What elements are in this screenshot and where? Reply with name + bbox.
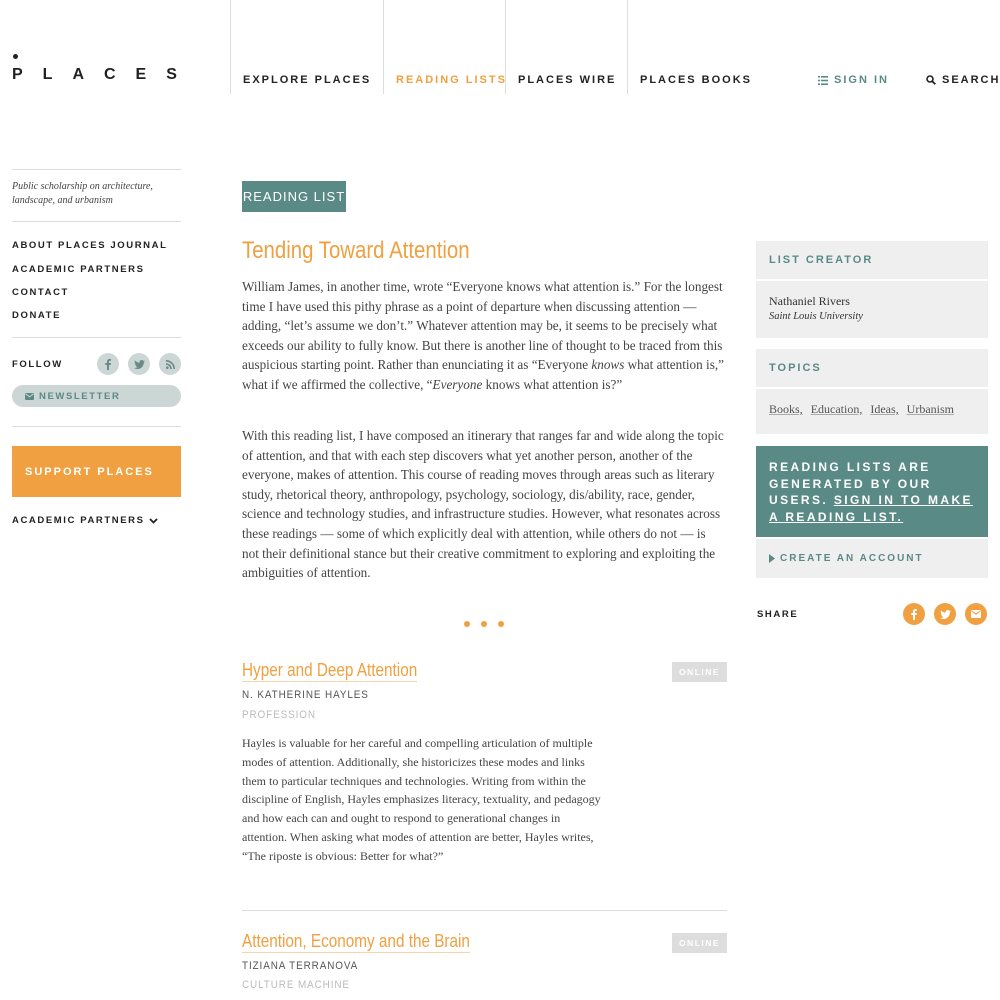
facebook-icon <box>105 359 111 370</box>
caret-right-icon <box>769 554 775 563</box>
sign-in-label: SIGN IN <box>834 74 889 86</box>
sidebar-divider <box>12 426 181 427</box>
intro-paragraph-1 <box>242 277 724 395</box>
search-button[interactable] <box>926 74 1000 86</box>
topic-link-education[interactable]: Education, <box>810 402 863 416</box>
reading-list-cta <box>756 446 988 537</box>
twitter-icon <box>134 360 145 369</box>
topics-header <box>756 349 988 387</box>
create-account-button[interactable] <box>756 539 988 578</box>
online-badge: ONLINE <box>672 662 727 682</box>
places-logo[interactable] <box>12 52 197 86</box>
search-icon <box>926 75 936 85</box>
intro-text: knows what attention is?” <box>482 376 623 392</box>
sidebar-divider <box>12 169 181 170</box>
page-title: Tending Toward Attention <box>242 237 470 264</box>
create-account-label: CREATE AN ACCOUNT <box>780 553 924 564</box>
facebook-follow-button[interactable] <box>97 353 119 375</box>
list-icon <box>818 76 828 85</box>
share-label: SHARE <box>757 609 799 620</box>
list-creator-panel <box>756 281 988 338</box>
reading-item-publication: CULTURE MACHINE <box>242 979 350 991</box>
share-email-button[interactable] <box>965 603 987 625</box>
cta-text: READING LISTS ARE GENERATED BY OUR USERS. <box>769 460 932 507</box>
logo-dot <box>13 54 18 59</box>
separator-dot <box>464 621 470 627</box>
sidebar-link-academic-partners[interactable]: ACADEMIC PARTNERS <box>12 264 145 275</box>
follow-label: FOLLOW <box>12 359 63 370</box>
reading-list-badge: READING LIST <box>242 181 346 212</box>
sign-in-button[interactable] <box>818 74 889 86</box>
rss-icon <box>166 360 175 369</box>
newsletter-label: NEWSLETTER <box>39 390 121 402</box>
reading-item-description: Hayles is valuable for her careful and compelling articulation of multiple modes of attention. Additionally, she historicizes these modes and links them to particular techniques and technologies. Writing from within the discipline of English, Hayles emphasizes literacy, textuality, and pedagogy and how each can and ought to respond to generational changes in attention. When asking what modes of attention are better, Hayles writes, “The riposte is obvious: Better for what?” <box>242 736 601 863</box>
intro-emphasis: Everyone <box>432 376 483 392</box>
topics-label: TOPICS <box>769 362 822 374</box>
twitter-icon <box>940 610 951 619</box>
nav-explore-places[interactable]: EXPLORE PLACES <box>230 0 383 94</box>
reading-item-title[interactable]: Attention, Economy and the Brain <box>242 931 470 951</box>
reading-item-title[interactable]: Hyper and Deep Attention <box>242 660 418 680</box>
topic-link-ideas[interactable]: Ideas, <box>870 402 899 416</box>
sidebar-divider <box>12 337 181 338</box>
sidebar-divider <box>12 221 181 222</box>
creator-name: Nathaniel Rivers <box>769 294 850 308</box>
rss-follow-button[interactable] <box>159 353 181 375</box>
online-badge: ONLINE <box>672 933 727 953</box>
logo-wordmark: PLACES <box>12 66 197 83</box>
sign-in-to-make-list-link[interactable]: SIGN IN TO MAKE A READING LIST. <box>769 493 973 524</box>
sidebar-link-donate[interactable]: DONATE <box>12 310 62 321</box>
search-label: SEARCH <box>942 74 1000 86</box>
nav-places-wire[interactable]: PLACES WIRE <box>505 0 627 94</box>
reading-item-publication: PROFESSION <box>242 709 316 721</box>
section-separator <box>464 621 504 627</box>
share-facebook-button[interactable] <box>903 603 925 625</box>
list-creator-label: LIST CREATOR <box>769 254 874 266</box>
academic-partners-dropdown[interactable] <box>12 515 158 526</box>
item-divider <box>242 910 727 911</box>
chevron-down-icon <box>149 518 158 524</box>
topic-link-books[interactable]: Books, <box>769 402 803 416</box>
topics-panel <box>756 389 988 434</box>
newsletter-button[interactable] <box>12 385 181 407</box>
reading-item-author: TIZIANA TERRANOVA <box>242 960 359 972</box>
nav-reading-lists[interactable]: READING LISTS <box>383 0 505 94</box>
site-tagline: Public scholarship on architecture, landscape, and urbanism <box>12 181 153 206</box>
envelope-icon <box>971 610 981 618</box>
facebook-icon <box>911 609 917 620</box>
nav-places-books[interactable]: PLACES BOOKS <box>627 0 757 94</box>
intro-text: William James, in another time, wrote “Everyone knows what attention is.” For the longest time I have used this pithy phrase as a point of departure when discussing attention — adding, “let’s assume we don’t.” Whatever attention may be, it seems to be precisely what exceeds our ability to fully know. But there is another line of thought to be traced from this auspicious starting point. Rather than enunciating it as “Everyone <box>242 279 723 373</box>
reading-item-author: N. KATHERINE HAYLES <box>242 689 369 701</box>
sidebar-link-about[interactable]: ABOUT PLACES JOURNAL <box>12 240 168 251</box>
creator-affiliation: Saint Louis University <box>769 311 863 322</box>
share-twitter-button[interactable] <box>934 603 956 625</box>
support-places-button[interactable]: SUPPORT PLACES <box>12 446 181 497</box>
academic-partners-label: ACADEMIC PARTNERS <box>12 515 145 526</box>
intro-paragraph-2: With this reading list, I have composed an itinerary that ranges far and wide along the topic of attention, and that with each step discovers what yet another person, another of the everyone, makes of attention. This course of reading moves through areas such as literary study, rhetorical theory, anthropology, psychology, sociology, dis/ability, race, gender, science and technology studies, and infrastructure studies. However, what resonates across these readings — some of which explicitly deal with attention, while others do not — is not their definitional stance but their creative commitment to exploring and exploiting the ambiguities of attention. <box>242 428 724 581</box>
list-creator-header <box>756 241 988 279</box>
intro-text: what attention is,” what if we affirmed the collective, “ <box>242 357 724 392</box>
separator-dot <box>481 621 487 627</box>
intro-emphasis: knows <box>591 357 625 373</box>
sidebar-link-contact[interactable]: CONTACT <box>12 287 69 298</box>
topic-link-urbanism[interactable]: Urbanism <box>906 402 954 416</box>
separator-dot <box>498 621 504 627</box>
twitter-follow-button[interactable] <box>128 353 150 375</box>
envelope-icon <box>25 393 34 400</box>
